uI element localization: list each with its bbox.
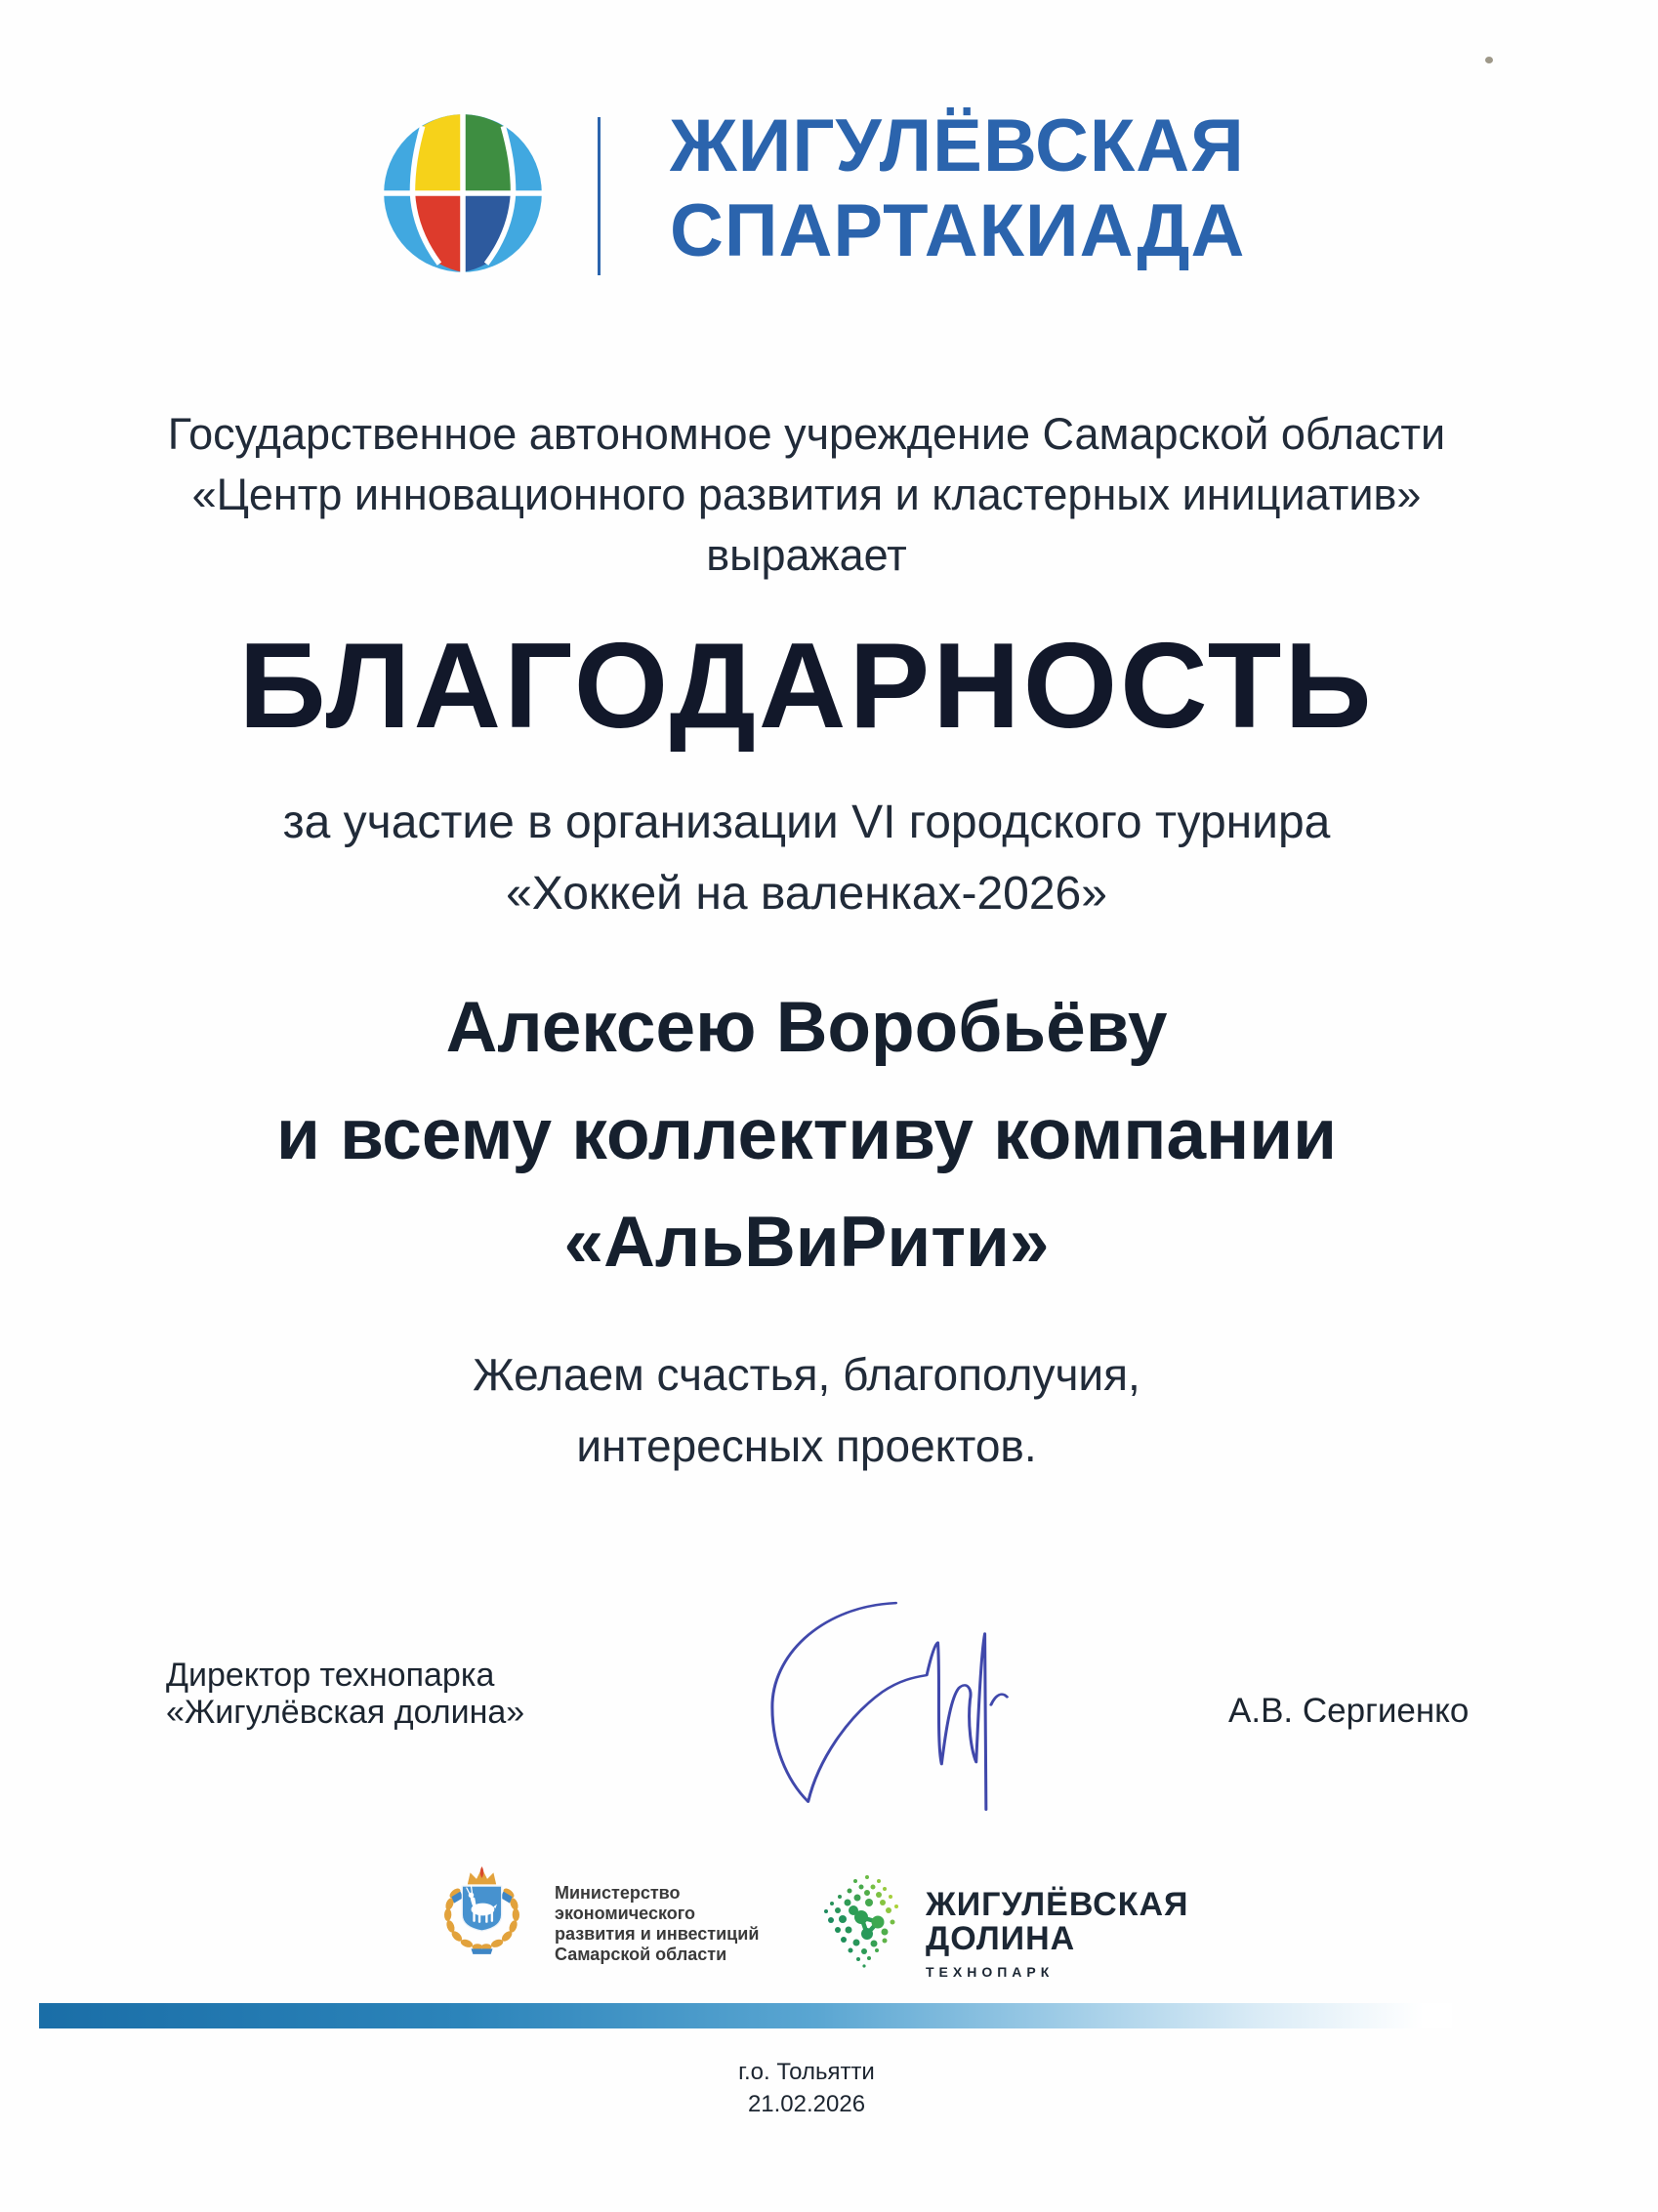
ministry-line-2: экономического [555, 1904, 695, 1923]
intro-line-1: Государственное автономное учреждение Самарской области [167, 409, 1446, 459]
ministry-line-3: развития и инвестиций [555, 1924, 760, 1944]
ministry-line-4: Самарской области [555, 1945, 727, 1964]
recipient-line-2: и всему коллективу компании [276, 1095, 1337, 1174]
footer-date: 21.02.2026 [747, 2091, 866, 2117]
wishes-line-2: интересных проектов. [576, 1420, 1037, 1471]
wishes-line-1: Желаем счастья, благополучия, [473, 1349, 1140, 1400]
intro-line-3: выражает [706, 530, 907, 580]
signatory-name: А.В. Сергиенко [1228, 1692, 1470, 1730]
technopark-line-1: ЖИГУЛЁВСКАЯ [926, 1886, 1189, 1923]
recipient-line-3: «АльВиРити» [563, 1203, 1050, 1282]
samara-coat-of-arms-icon [427, 1856, 537, 1963]
wishes-paragraph [0, 1339, 1613, 1482]
brand-divider [598, 117, 601, 275]
technopark-dots-icon [818, 1870, 916, 1970]
handwritten-signature-image [754, 1594, 1019, 1826]
intro-line-2: «Центр инновационного развития и кластерных инициатив» [191, 470, 1422, 519]
basketball-logo-icon [379, 109, 547, 277]
brand-line-2: СПАРТАКИАДА [670, 189, 1246, 272]
intro-paragraph [0, 404, 1613, 586]
ministry-line-1: Министерство [555, 1883, 681, 1903]
technopark-name [926, 1888, 1188, 1980]
signatory-position-line-2: «Жигулёвская долина» [166, 1694, 525, 1731]
signatory-position [166, 1657, 524, 1731]
brand-line-1: ЖИГУЛЁВСКАЯ [670, 104, 1245, 187]
footer-accent-bar [39, 2003, 1452, 2028]
recipient-name-block [0, 974, 1613, 1296]
recipient-line-1: Алексею Воробьёву [445, 988, 1168, 1067]
technopark-line-2: ДОЛИНА [926, 1920, 1076, 1957]
brand-name [670, 103, 1245, 273]
certificate-title: БЛАГОДАРНОСТЬ [238, 619, 1375, 754]
signatory-position-line-1: Директор технопарка [166, 1657, 495, 1694]
footer-place-date [0, 2056, 1613, 2120]
reason-line-2: «Хоккей на валенках-2026» [506, 868, 1107, 920]
footer-city: г.о. Тольятти [738, 2059, 875, 2085]
technopark-caption: ТЕХНОПАРК [926, 1964, 1055, 1980]
ministry-name [555, 1883, 759, 1965]
reason-line-1: за участие в организации VI городского турнира [282, 797, 1331, 848]
scan-speck [1485, 57, 1493, 63]
reason-paragraph [0, 787, 1613, 929]
